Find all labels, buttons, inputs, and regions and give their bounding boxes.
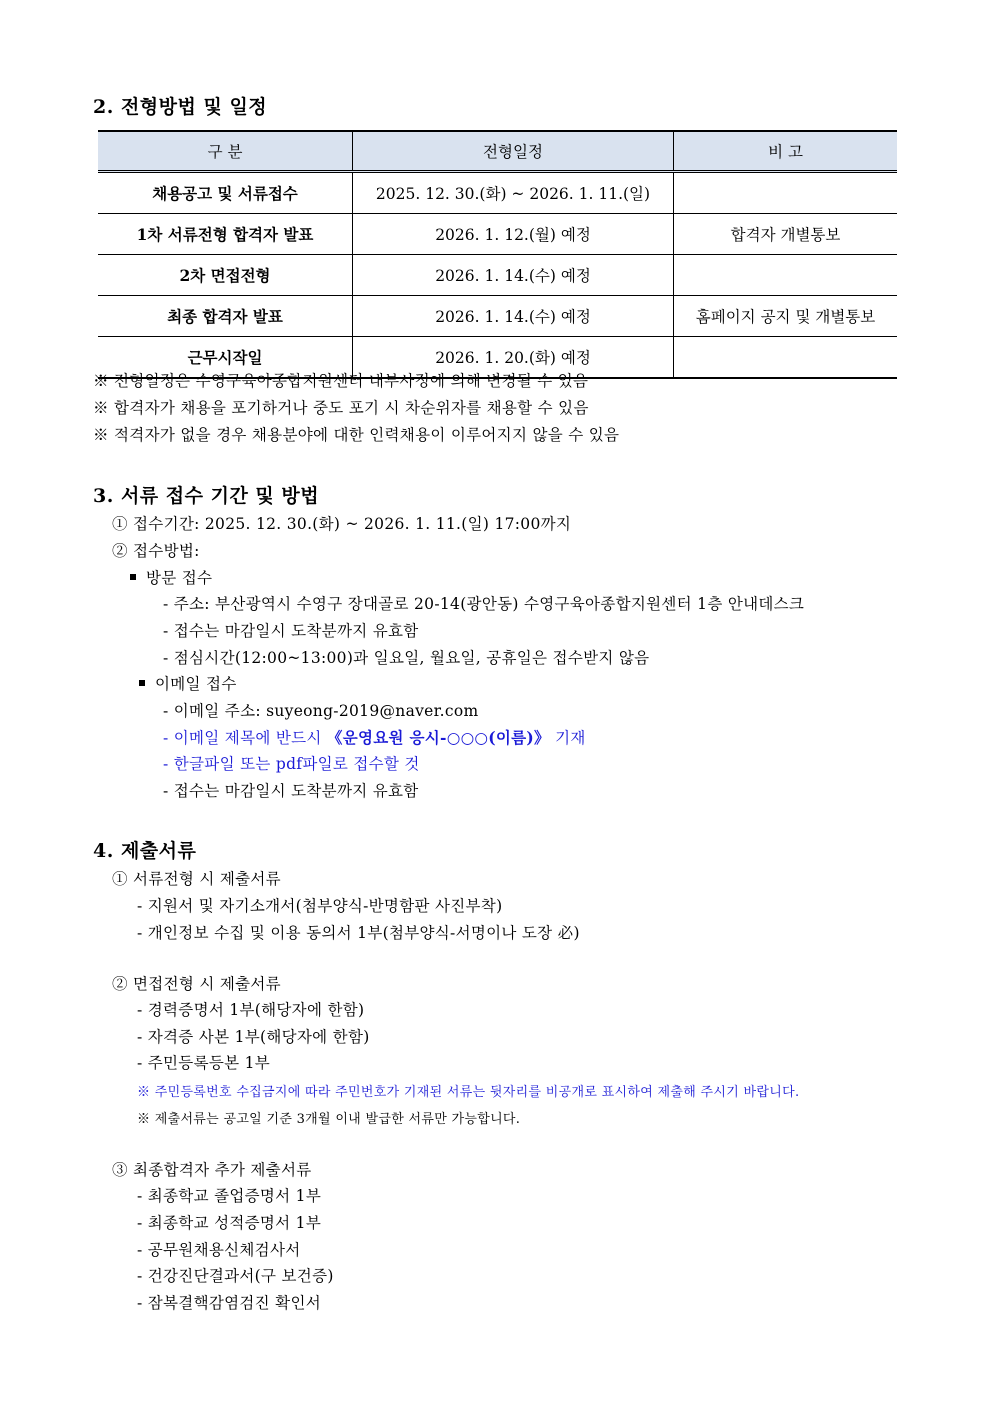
table-row (98, 296, 897, 337)
email-subject-prefix: - 이메일 제목에 반드시 (163, 729, 327, 747)
email-label-text: 이메일 접수 (155, 675, 237, 693)
email-subject-rule (163, 726, 586, 748)
row-schedule: 2026. 1. 12.(월) 예정 (353, 214, 674, 255)
visit-label-text: 방문 접수 (146, 569, 213, 587)
schedule-note: ※ 적격자가 없을 경우 채용분야에 대한 인력채용이 이루어지지 않을 수 있음 (93, 426, 620, 444)
list-item: - 자격증 사본 1부(해당자에 한함) (137, 1028, 370, 1046)
email-address: - 이메일 주소: suyeong-2019@naver.com (163, 702, 479, 720)
doc-stage-label: ① 서류전형 시 제출서류 (112, 870, 281, 888)
list-item: - 최종학교 졸업증명서 1부 (137, 1187, 322, 1205)
row-schedule: 2025. 12. 30.(화) ~ 2026. 1. 11.(일) (353, 172, 674, 214)
row-remarks (674, 172, 898, 214)
email-subject-format: 《운영요원 응시-○○○(이름)》 (326, 728, 550, 747)
table-row (98, 214, 897, 255)
email-submission-label (139, 672, 237, 694)
visit-address: - 주소: 부산광역시 수영구 장대골로 20-14(광안동) 수영구육아종합지원센터 1층 안내데스크 (163, 595, 805, 613)
table-row (98, 172, 897, 214)
row-category: 근무시작일 (98, 337, 353, 379)
row-category: 최종 합격자 발표 (98, 296, 353, 337)
list-item: - 주민등록등본 1부 (137, 1054, 271, 1072)
header-schedule: 전형일정 (353, 131, 674, 172)
row-category: 2차 면접전형 (98, 255, 353, 296)
row-category: 채용공고 및 서류접수 (98, 172, 353, 214)
row-schedule: 2026. 1. 14.(수) 예정 (353, 296, 674, 337)
resident-number-note: ※ 주민등록번호 수집금지에 따라 주민번호가 기재된 서류는 뒷자리를 비공개로 표시하여 제출해 주시기 바랍니다. (137, 1085, 800, 1100)
square-bullet-icon (130, 574, 136, 580)
header-category: 구 분 (98, 131, 353, 172)
row-remarks: 홈페이지 공지 및 개별통보 (674, 296, 898, 337)
list-item: - 최종학교 성적증명서 1부 (137, 1214, 322, 1232)
email-file-format: - 한글파일 또는 pdf파일로 접수할 것 (163, 755, 420, 773)
visit-deadline: - 접수는 마감일시 도착분까지 유효함 (163, 622, 419, 640)
interview-stage-label: ② 면접전형 시 제출서류 (112, 975, 281, 993)
submission-method: ② 접수방법: (112, 542, 200, 560)
row-remarks: 합격자 개별통보 (674, 214, 898, 255)
table-row (98, 255, 897, 296)
list-item: - 건강진단결과서(구 보건증) (137, 1267, 334, 1285)
email-deadline: - 접수는 마감일시 도착분까지 유효함 (163, 782, 419, 800)
row-category: 1차 서류전형 합격자 발표 (98, 214, 353, 255)
row-remarks (674, 337, 898, 379)
issue-date-note: ※ 제출서류는 공고일 기준 3개월 이내 발급한 서류만 가능합니다. (137, 1112, 521, 1127)
visit-closed-times: - 점심시간(12:00~13:00)과 일요일, 월요일, 공휴일은 접수받지 않음 (163, 649, 650, 667)
square-bullet-icon (139, 680, 145, 686)
visit-submission-label (130, 566, 212, 588)
section4-title: 4. 제출서류 (93, 840, 197, 862)
header-remarks: 비 고 (674, 131, 898, 172)
section2-title: 2. 전형방법 및 일정 (93, 96, 268, 118)
email-subject-suffix: 기재 (549, 729, 586, 747)
schedule-note: ※ 전형일정은 수영구육아종합지원센터 내부사정에 의해 변경될 수 있음 (93, 372, 589, 390)
list-item: - 잠복결핵감염검진 확인서 (137, 1294, 321, 1312)
row-remarks (674, 255, 898, 296)
list-item: - 개인정보 수집 및 이용 동의서 1부(첨부양식-서명이나 도장 必) (137, 924, 580, 942)
list-item: - 경력증명서 1부(해당자에 한함) (137, 1001, 365, 1019)
final-stage-label: ③ 최종합격자 추가 제출서류 (112, 1161, 312, 1179)
row-schedule: 2026. 1. 20.(화) 예정 (353, 337, 674, 379)
list-item: - 지원서 및 자기소개서(첨부양식-반명함판 사진부착) (137, 897, 503, 915)
list-item: - 공무원채용신체검사서 (137, 1241, 301, 1259)
submission-period: ① 접수기간: 2025. 12. 30.(화) ~ 2026. 1. 11.(일) 17:00까지 (112, 515, 572, 533)
section3-title: 3. 서류 접수 기간 및 방법 (93, 485, 320, 507)
schedule-table-header (98, 131, 897, 172)
schedule-table (98, 130, 897, 379)
schedule-note: ※ 합격자가 채용을 포기하거나 중도 포기 시 차순위자를 채용할 수 있음 (93, 399, 589, 417)
row-schedule: 2026. 1. 14.(수) 예정 (353, 255, 674, 296)
